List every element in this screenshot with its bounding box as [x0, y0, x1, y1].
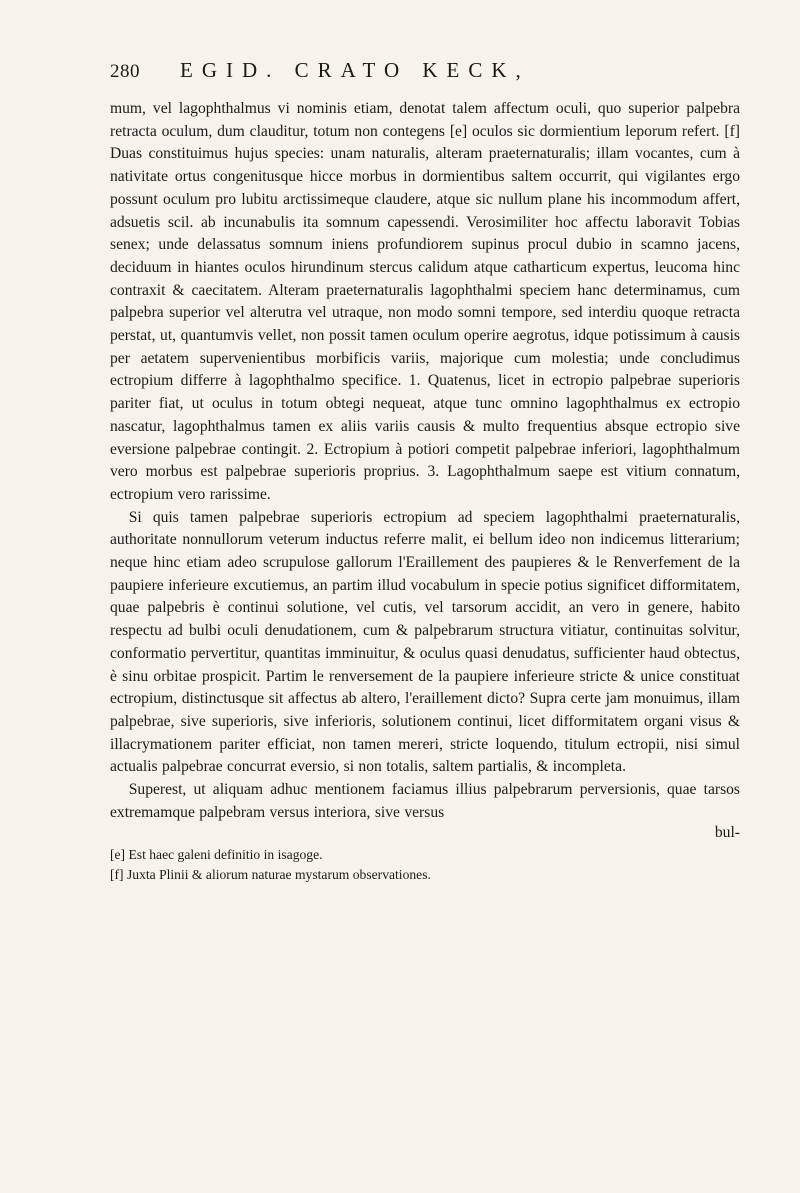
footnote: [f] Juxta Plinii & aliorum naturae mystarum observationes.: [110, 866, 431, 882]
body-text: [110, 98, 740, 825]
page-number: 280: [110, 61, 140, 82]
running-head: EGID. CRATO KECK,: [180, 58, 530, 82]
paragraph: Si quis tamen palpebrae superioris ectropium ad speciem lagophthalmi praeternaturalis, authoritate nonnullorum veterum inductus referre malit, ei bellum ideo non indicemus litterarium; neque hinc etiam adeo scrupulose gallorum l'Eraillement des paupieres & le Renverfement de la paupiere inferieure excutiemus, an partim illud vocabulum in specie potius significet difformitatem, quae palpebris è continui solutione, vel cutis, vel tarsorum accidit, an vero in genere, habito respectu ad bulbi oculi denudationem, cum & palpebrarum structura vitiatur, continuitas solvitur, conformatio pervertitur, quantitas imminuitur, & oculus quasi denudatus, sufficienter haud obtectus, è sinu orbitae prospicit. Partim le renversement de la paupiere inferieure stricte & unice constituat ectropium, distinctusque sit affectus ab altero, l'eraillement dicto? Supra certe jam monuimus, illam palpebrae, sive superioris, sive inferioris, solutionem continui, licet difformitatem organi visus & illacrymationem pariter efficiat, non tamen mereri, stricte loquendo, titulum ectropii, nisi simul actualis palpebrae concurrat eversio, si non totalis, saltem partialis, & incompleta.: [110, 508, 740, 776]
paragraph: Superest, ut aliquam adhuc mentionem faciamus illius palpebrarum perversionis, quae tarsos extremamque palpebram versus interiora, sive versus: [110, 781, 740, 821]
footnote: [e] Est haec galeni definitio in isagoge.: [110, 846, 323, 862]
paragraph: mum, vel lagophthalmus vi nominis etiam, denotat talem affectum oculi, quo superior palpebra retracta oculum, dum clauditur, totum non contegens [e] oculos sic dormientium leporum refert. [f] Duas constituimus hujus species: unam naturalis, alteram praeternaturalis; illam vocantes, cum à nativitate ortus congenitusque hicce morbus in dormientibus saltem occurrit, qui vigilantes ergo possunt oculum pro lubitu arctissimeque claudere, atque sic nullum plane his incommodum affert, adsuetis scil. ab incunabulis ita somnum capessendi. Verosimiliter hoc affectu laboravit Tobias senex; unde delassatus somnum iniens profundiorem supinus procul dubio in scamno jacens, deciduum in hiantes oculos hirundinum stercus calidum atque catharticum expertus, leucoma hinc contraxit & caecitatem. Alteram praeternaturalis lagophthalmi speciem hanc determinamus, cum palpebra superior vel alterutra vel utraque, non modo somni tempore, sed interdiu quoque retracta perstat, ut, quantumvis vellet, non possit tamen oculum operire aegrotus, idque potissimum à causis per aetatem supervenientibus morbificis variis, majorique cum molestia; unde concludimus ectropium differre à lagophthalmo specifice. 1. Quatenus, licet in ectropio palpebrae superioris pariter fiat, ut oculus in totum obtegi nequeat, atque tunc omnino lagophthalmus ex ectropio nascatur, lagophthalmus tamen ex aliis variis causis & multo frequentius absque ectropio sive eversione palpebrae contingit. 2. Ectropium à potiori competit palpebrae inferiori, lagophthalmum vero morbus est palpebrae superioris proprius. 3. Lagophthalmum saepe est vitium connatum, ectropium vero rarissime.: [110, 100, 740, 503]
page-header: [110, 58, 740, 92]
catchword: bul-: [714, 823, 740, 841]
footnotes: [110, 845, 740, 885]
